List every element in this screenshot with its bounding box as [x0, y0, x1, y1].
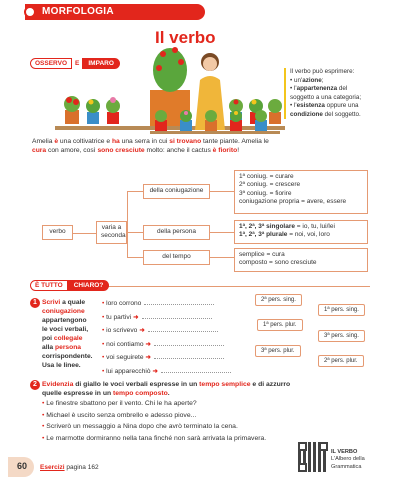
- check-tag-a: È TUTTO: [30, 280, 68, 291]
- list-item: • io scrivevo ➜: [102, 324, 231, 338]
- observe-tag-c: IMPARO: [82, 58, 120, 69]
- list-item: • voi seguirete ➜: [102, 351, 231, 365]
- info-intro: Il verbo può esprimere:: [290, 68, 355, 75]
- person-option[interactable]: 1ª pers. sing.: [318, 304, 365, 316]
- connector: [210, 232, 234, 233]
- node-verbo: verbo: [42, 225, 73, 240]
- story-text: Amelia è una coltivatrice e ha una serra in cui si trovano tante piante. Amelia le cura con amore, così sono cresciute molto: anche il cactus è fiorito!: [32, 138, 269, 155]
- list-item[interactable]: • Scriverò un messaggio a Nina dopo che avrò terminato la cena.: [42, 423, 238, 430]
- check-tag: [30, 280, 109, 291]
- ex1-number: 1: [30, 298, 40, 308]
- observe-tag-a: OSSERVO: [30, 58, 72, 69]
- section-title: MORFOLOGIA: [42, 6, 114, 17]
- exercise-ref[interactable]: Esercizi pagina 162: [40, 464, 99, 471]
- answer-line[interactable]: [154, 340, 224, 346]
- detail-persona: 1ª, 2ª, 3ª singolare = io, tu, lui/lei 1ª, 2ª, 3ª plurale = noi, voi, loro: [234, 220, 368, 244]
- answer-line[interactable]: [154, 353, 224, 359]
- qr-caption: IL VERBO L'Albero della Grammatica: [331, 449, 365, 470]
- check-tag-b: CHIARO?: [68, 280, 110, 291]
- arrow-icon: ➜: [145, 340, 152, 348]
- node-persona: della persona: [143, 225, 210, 240]
- divider-line: [70, 286, 370, 287]
- detail-coniugazione: 1ª coniug. = curare 2ª coniug. = crescere 3ª coniug. = fiorire coniugazione propria = avere, essere: [234, 170, 368, 214]
- detail-tempo: semplice = cura composto = sono cresciute: [234, 248, 368, 272]
- ex1-instructions: Scrivi a quale coniugazione appartengono le voci verbali, poi collegale alla persona corrispondente. Usa le linee.: [42, 299, 93, 370]
- info-box: [284, 68, 364, 119]
- node-varia: varia a seconda: [96, 221, 127, 244]
- arrow-icon: ➜: [152, 367, 159, 375]
- list-item[interactable]: • Le marmotte dormiranno nella tana finché non sarà arrivata la primavera.: [42, 434, 267, 442]
- arrow-icon: ➜: [133, 313, 139, 321]
- list-item: • lui apparecchiò ➜: [102, 365, 231, 379]
- connector: [127, 257, 143, 258]
- answer-line[interactable]: [142, 313, 212, 319]
- page-title: Il verbo: [155, 28, 216, 47]
- list-item: • noi contiamo ➜: [102, 338, 231, 352]
- qr-code[interactable]: [298, 442, 328, 472]
- greenhouse-lower: [150, 110, 280, 135]
- ex2-number: 2: [30, 380, 40, 390]
- header-dot: [24, 6, 36, 18]
- info-item-1: • un'azione;: [290, 76, 324, 84]
- connector: [73, 233, 96, 234]
- person-option[interactable]: 2ª pers. plur.: [318, 355, 364, 367]
- person-option[interactable]: 2ª pers. sing.: [255, 294, 302, 306]
- page-number: 60: [17, 461, 28, 471]
- connector: [127, 191, 128, 257]
- answer-line[interactable]: [144, 299, 214, 305]
- connector: [127, 232, 143, 233]
- list-item: • loro corrono: [102, 297, 231, 311]
- ex1-verb-list: [102, 297, 231, 378]
- person-option[interactable]: 3ª pers. sing.: [318, 330, 365, 342]
- arrow-icon: ➜: [139, 327, 145, 334]
- node-coniugazione: della coniugazione: [143, 184, 210, 199]
- observe-tag-b: E: [75, 60, 80, 67]
- connector: [127, 191, 143, 192]
- ex2-list: [42, 398, 372, 444]
- connector: [210, 191, 234, 192]
- ex2-instructions: Evidenzia di giallo le voci verbali espresse in un tempo semplice e di azzurro quelle espresse in un tempo composto.: [42, 381, 291, 398]
- list-item: • tu partivi ➜: [102, 311, 231, 325]
- info-item-2: • l'appartenenza del soggetto a una categoria;: [290, 85, 362, 101]
- info-item-3: • l'esistenza oppure una condizione del soggetto.: [290, 102, 361, 118]
- person-option[interactable]: 1ª pers. plur.: [257, 319, 303, 331]
- arrow-icon: ➜: [145, 354, 152, 361]
- answer-line[interactable]: [148, 326, 218, 332]
- person-option[interactable]: 3ª pers. plur.: [255, 345, 301, 357]
- answer-line[interactable]: [161, 367, 231, 373]
- node-tempo: del tempo: [143, 250, 210, 265]
- connector: [210, 257, 234, 258]
- list-item[interactable]: • Michael è uscito senza ombrello e adesso piove...: [42, 411, 197, 419]
- list-item[interactable]: • Le finestre sbattono per il vento. Chi le ha aperte?: [42, 400, 197, 407]
